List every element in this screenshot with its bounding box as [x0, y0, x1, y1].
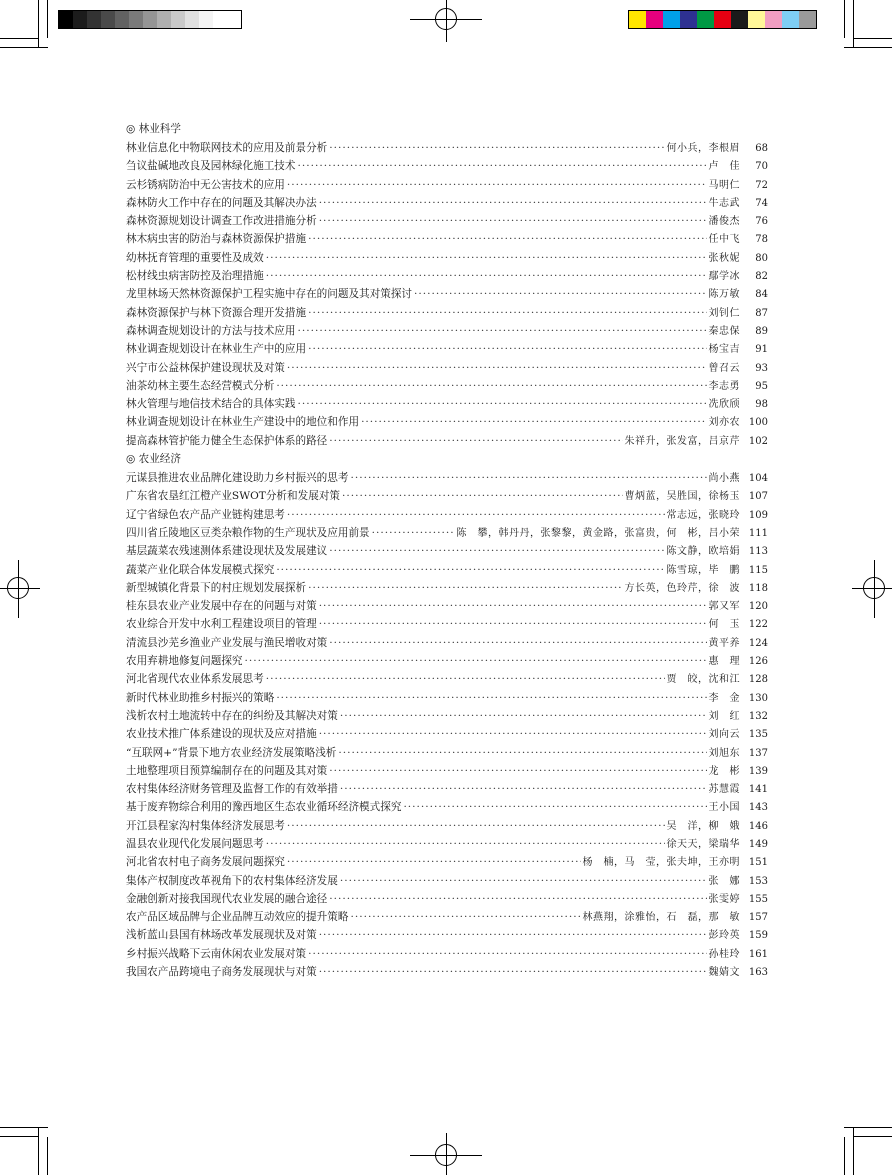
entry-page-number: 118	[748, 582, 768, 594]
leader-dots	[338, 744, 706, 762]
entry-page-number: 157	[748, 912, 768, 924]
entry-title: 森林防火工作中存在的问题及其解决办法	[126, 196, 317, 209]
entry-page-number: 149	[748, 838, 768, 850]
entry-title: 集体产权制度改革视角下的农村集体经济发展	[126, 874, 338, 887]
crop-mark	[0, 47, 48, 48]
entry-title: 农用弃耕地修复问题探究	[126, 655, 243, 668]
crop-mark	[0, 1127, 48, 1128]
entry-page-number: 95	[755, 380, 768, 392]
leader-dots	[266, 267, 707, 285]
entry-title: 新时代林业助推乡村振兴的策略	[126, 691, 275, 704]
leader-dots	[329, 890, 706, 908]
entry-title: 我国农产品跨境电子商务发展现状与对策	[126, 966, 317, 979]
entry-author: 王小国	[708, 802, 740, 814]
entry-page-number: 151	[748, 857, 768, 869]
entry-title: 兴宁市公益林保护建设现状及对策	[126, 361, 285, 374]
leader-dots	[276, 561, 664, 579]
entry-title: 农村集体经济财务管理及监督工作的有效举措	[126, 783, 338, 796]
toc-entry[interactable]	[126, 506, 768, 524]
entry-author: 杨 楠，马 莹，张夫坤，王亦明	[582, 857, 740, 869]
leader-dots	[319, 212, 707, 230]
entry-title: 蔬菜产业化联合体发展模式探究	[126, 563, 275, 576]
entry-title: 林业调查规划设计在林业生产建设中的地位和作用	[126, 416, 360, 429]
toc-entry[interactable]	[126, 798, 768, 816]
entry-page-number: 120	[748, 601, 768, 613]
leader-dots	[403, 798, 706, 816]
crop-mark	[38, 0, 39, 48]
entry-title: 开江县程家沟村集体经济发展思考	[126, 819, 285, 832]
entry-page-number: 98	[755, 399, 768, 411]
leader-dots	[372, 524, 455, 542]
entry-author: 张秋妮	[708, 252, 740, 264]
leader-dots	[266, 249, 707, 267]
entry-title: 提高森林管护能力健全生态保护体系的路径	[126, 434, 328, 447]
toc-entry[interactable]	[126, 615, 768, 633]
entry-title: 金融创新对接我国现代农业发展的融合途径	[126, 892, 328, 905]
crop-mark	[844, 1137, 845, 1175]
toc-entry[interactable]	[126, 340, 768, 358]
leader-dots	[329, 432, 622, 450]
entry-author: 陈 攀，韩丹丹，张黎黎，黄金路，张富贵，何 彬，吕小荣	[456, 527, 740, 539]
entry-author: 刘亦农	[708, 417, 740, 429]
toc-entry[interactable]	[126, 230, 768, 248]
entry-title: 林火管理与地信技术结合的具体实践	[126, 398, 296, 411]
entry-page-number: 161	[748, 948, 768, 960]
entry-author: 冼欣颀	[708, 399, 740, 411]
toc-entry[interactable]	[126, 725, 768, 743]
registration-line	[0, 588, 40, 589]
entry-title: 森林资源规划设计调查工作改进措施分析	[126, 215, 317, 228]
entry-author: 任中飞	[708, 234, 740, 246]
entry-author: 朱祥升，张发富，吕京芹	[624, 435, 740, 447]
toc-entry[interactable]	[126, 322, 768, 340]
leader-dots	[308, 340, 706, 358]
toc-entry[interactable]	[126, 524, 768, 542]
leader-dots	[340, 780, 707, 798]
crop-mark	[844, 1127, 892, 1128]
entry-title: 基层蔬菜农残速测体系建设现状及发展建议	[126, 545, 328, 558]
toc-entry[interactable]	[126, 890, 768, 908]
entry-page-number: 122	[748, 619, 768, 631]
entry-title: 浅析蓝山县国有林场改革发展现状及对策	[126, 929, 317, 942]
entry-title: 农业技术推广体系建设的现状及应对措施	[126, 728, 317, 741]
entry-author: 徐天天，梁瑞华	[666, 838, 740, 850]
leader-dots	[266, 835, 665, 853]
toc-entry[interactable]	[126, 670, 768, 688]
registration-line	[874, 560, 875, 618]
toc-entry[interactable]	[126, 780, 768, 798]
entry-page-number: 87	[755, 307, 768, 319]
entry-page-number: 155	[748, 893, 768, 905]
leader-dots	[287, 853, 581, 871]
entry-page-number: 111	[748, 527, 768, 539]
entry-author: 刘向云	[708, 729, 740, 741]
toc-entry[interactable]	[126, 835, 768, 853]
entry-author: 张雯婷	[708, 893, 740, 905]
toc-entry[interactable]	[126, 853, 768, 871]
leader-dots	[340, 872, 707, 890]
entry-page-number: 78	[755, 234, 768, 246]
entry-title: 农业综合开发中水利工程建设项目的管理	[126, 618, 317, 631]
toc-entry[interactable]	[126, 908, 768, 926]
toc-entry[interactable]	[126, 762, 768, 780]
toc-entry[interactable]	[126, 579, 768, 597]
toc-entry[interactable]	[126, 542, 768, 560]
entry-author: 曹炳蓝，吴胜国，徐杨玉	[624, 491, 740, 503]
entry-page-number: 70	[755, 161, 768, 173]
leader-dots	[319, 615, 707, 633]
entry-page-number: 104	[748, 473, 768, 485]
entry-title: 森林资源保护与林下资源合理开发措施	[126, 306, 307, 319]
toc-entry[interactable]	[126, 395, 768, 413]
crop-mark	[844, 0, 845, 38]
leader-dots	[308, 945, 706, 963]
entry-author: 龙 彬	[708, 765, 740, 777]
entry-title: 云杉锈病防治中无公害技术的应用	[126, 178, 285, 191]
entry-author: 刘旭东	[708, 747, 740, 759]
leader-dots	[298, 157, 707, 175]
entry-page-number: 102	[748, 435, 768, 447]
entry-author: 吴 洋，柳 娥	[666, 820, 740, 832]
entry-page-number: 109	[748, 509, 768, 521]
toc-entry[interactable]	[126, 212, 768, 230]
section-agricultural-economy	[126, 450, 768, 981]
toc-entry[interactable]	[126, 194, 768, 212]
entry-author: 鄢学冰	[708, 271, 740, 283]
leader-dots	[340, 707, 707, 725]
toc-entry[interactable]	[126, 157, 768, 175]
leader-dots	[298, 322, 707, 340]
entry-author: 陈雪琼，毕 鹏	[666, 564, 740, 576]
entry-author: 张 娜	[708, 875, 740, 887]
toc-entry[interactable]	[126, 963, 768, 981]
entry-author: 李志勇	[708, 380, 740, 392]
entry-author: 贾 皎，沈和江	[666, 674, 740, 686]
table-of-contents	[126, 120, 768, 981]
entry-title: 辽宁省绿色农产品产业链构建思考	[126, 508, 285, 521]
leader-dots	[329, 634, 706, 652]
color-calibration-bar	[628, 10, 817, 29]
toc-entry[interactable]	[126, 872, 768, 890]
crop-mark	[38, 1127, 39, 1175]
entry-page-number: 74	[755, 197, 768, 209]
entry-page-number: 130	[748, 692, 768, 704]
entry-page-number: 89	[755, 325, 768, 337]
crop-mark	[47, 1137, 48, 1175]
entry-author: 杨宝吉	[708, 344, 740, 356]
entry-page-number: 143	[748, 802, 768, 814]
toc-entry[interactable]	[126, 597, 768, 615]
entry-page-number: 113	[748, 546, 768, 558]
entry-title: 广东省农垦红江橙产业SWOT分析和发展对策	[126, 490, 340, 503]
leader-dots	[361, 413, 706, 431]
entry-title: 河北省农村电子商务发展问题探究	[126, 856, 285, 869]
entry-author: 曾召云	[708, 362, 740, 374]
leader-dots	[308, 304, 706, 322]
crop-mark	[853, 0, 854, 48]
leader-dots	[308, 579, 622, 597]
entry-title: 桂东县农业产业发展中存在的问题与对策	[126, 600, 317, 613]
leader-dots	[350, 908, 580, 926]
entry-author: 孙桂玲	[708, 948, 740, 960]
crop-mark	[854, 1136, 892, 1137]
toc-entry[interactable]	[126, 139, 768, 157]
crop-mark	[0, 1136, 38, 1137]
entry-title: 四川省丘陵地区豆类杂粮作物的生产现状及应用前景	[126, 526, 370, 539]
entry-page-number: 100	[748, 417, 768, 429]
leader-dots	[245, 652, 707, 670]
entry-author: 刘钊仁	[708, 307, 740, 319]
leader-dots	[287, 359, 707, 377]
toc-entry[interactable]	[126, 285, 768, 303]
entry-title: 元谋县推进农业品牌化建设助力乡村振兴的思考	[126, 472, 349, 485]
toc-entry[interactable]	[126, 377, 768, 395]
entry-page-number: 137	[748, 747, 768, 759]
entry-author: 马明仁	[708, 179, 740, 191]
entry-page-number: 159	[748, 930, 768, 942]
leader-dots	[319, 926, 707, 944]
entry-page-number: 68	[755, 143, 768, 154]
entry-author: 常志远，张晓玲	[666, 509, 740, 521]
leader-dots	[319, 194, 707, 212]
entry-author: 刘 红	[708, 710, 740, 722]
entry-author: 方长英，色玲芹，徐 波	[624, 582, 740, 594]
entry-page-number: 141	[748, 784, 768, 796]
entry-title: 土地整理项目预算编制存在的问题及其对策	[126, 764, 328, 777]
leader-dots	[266, 670, 665, 688]
entry-page-number: 107	[748, 491, 768, 503]
entry-author: 陈文静，欧培娟	[666, 546, 740, 558]
registration-line	[852, 588, 892, 589]
entry-author: 苏慧霞	[708, 784, 740, 796]
crop-mark	[47, 0, 48, 38]
entry-page-number: 80	[755, 252, 768, 264]
leader-dots	[414, 285, 706, 303]
registration-line	[446, 1133, 447, 1175]
entry-author: 黄平养	[708, 637, 740, 649]
entry-title: 林业调查规划设计在林业生产中的应用	[126, 343, 307, 356]
crop-mark	[0, 38, 38, 39]
toc-entry[interactable]	[126, 267, 768, 285]
entry-page-number: 126	[748, 656, 768, 668]
toc-entry[interactable]	[126, 249, 768, 267]
leader-dots	[329, 139, 664, 157]
leader-dots	[319, 597, 707, 615]
leader-dots	[287, 176, 707, 194]
entry-author: 潘俊杰	[708, 216, 740, 228]
toc-entry[interactable]	[126, 634, 768, 652]
toc-entry[interactable]	[126, 487, 768, 505]
entry-title: 农产品区域品牌与企业品牌互动效应的提升策略	[126, 911, 349, 924]
toc-entry[interactable]	[126, 744, 768, 762]
entry-title: 林木病虫害的防治与森林资源保护措施	[126, 233, 307, 246]
toc-entry[interactable]	[126, 945, 768, 963]
entry-page-number: 76	[755, 216, 768, 228]
toc-entry[interactable]	[126, 432, 768, 450]
entry-page-number: 135	[748, 729, 768, 741]
entry-author: 郭又军	[708, 601, 740, 613]
entry-page-number: 128	[748, 674, 768, 686]
entry-title: 森林调查规划设计的方法与技术应用	[126, 324, 296, 337]
leader-dots	[308, 230, 706, 248]
entry-page-number: 139	[748, 765, 768, 777]
entry-page-number: 84	[755, 289, 768, 301]
section-forestry-science	[126, 120, 768, 450]
leader-dots	[342, 487, 623, 505]
entry-author: 何小兵，李根眉	[666, 143, 740, 154]
leader-dots	[319, 725, 707, 743]
leader-dots	[298, 395, 707, 413]
toc-entry[interactable]	[126, 359, 768, 377]
section-heading: ◎ 农业经济	[126, 453, 181, 466]
entry-title: “互联网+”背景下地方农业经济发展策略浅析	[126, 746, 337, 759]
entry-author: 何 玉	[708, 619, 740, 631]
toc-entry[interactable]	[126, 413, 768, 431]
entry-title: 基于废弃物综合利用的豫西地区生态农业循环经济模式探究	[126, 801, 402, 814]
entry-author: 惠 理	[708, 656, 740, 668]
toc-entry[interactable]	[126, 652, 768, 670]
entry-page-number: 93	[755, 362, 768, 374]
leader-dots	[319, 963, 707, 981]
entry-title: 龙里林场天然林资源保护工程实施中存在的问题及其对策探讨	[126, 288, 413, 301]
toc-entry[interactable]	[126, 817, 768, 835]
registration-line	[446, 0, 447, 42]
entry-author: 卢 佳	[708, 161, 740, 173]
entry-title: 新型城镇化背景下的村庄规划发展探析	[126, 581, 307, 594]
toc-entry[interactable]	[126, 689, 768, 707]
entry-author: 魏婧文	[708, 967, 740, 979]
registration-line	[18, 560, 19, 618]
entry-author: 牛志武	[708, 197, 740, 209]
entry-title: 幼林抚育管理的重要性及成效	[126, 251, 264, 264]
entry-author: 尚小燕	[708, 473, 740, 485]
leader-dots	[276, 377, 706, 395]
crop-mark	[853, 1127, 854, 1175]
entry-page-number: 146	[748, 820, 768, 832]
leader-dots	[287, 506, 665, 524]
leader-dots	[276, 689, 706, 707]
entry-title: 浅析农村土地流转中存在的纠纷及其解决对策	[126, 709, 338, 722]
entry-page-number: 91	[755, 344, 768, 356]
leader-dots	[350, 469, 706, 487]
entry-page-number: 153	[748, 875, 768, 887]
toc-entry[interactable]	[126, 469, 768, 487]
entry-author: 李 金	[708, 692, 740, 704]
entry-page-number: 72	[755, 179, 768, 191]
toc-entry[interactable]	[126, 304, 768, 322]
entry-page-number: 132	[748, 710, 768, 722]
entry-title: 油茶幼林主要生态经营模式分析	[126, 379, 275, 392]
entry-author: 彭玲英	[708, 930, 740, 942]
entry-title: 刍议盐碱地改良及园林绿化施工技术	[126, 160, 296, 173]
toc-entry[interactable]	[126, 176, 768, 194]
entry-title: 松材线虫病害防控及治理措施	[126, 270, 264, 283]
crop-mark	[854, 38, 892, 39]
entry-title: 林业信息化中物联网技术的应用及前景分析	[126, 142, 328, 154]
toc-entry[interactable]	[126, 926, 768, 944]
entry-title: 乡村振兴战略下云南休闲农业发展对策	[126, 947, 307, 960]
entry-page-number: 82	[755, 271, 768, 283]
entry-title: 温县农业现代化发展问题思考	[126, 837, 264, 850]
grayscale-calibration-bar	[58, 10, 242, 29]
leader-dots	[329, 542, 664, 560]
entry-page-number: 163	[748, 967, 768, 979]
section-entries	[126, 469, 768, 981]
leader-dots	[329, 762, 706, 780]
section-heading: ◎ 林业科学	[126, 123, 181, 135]
toc-entry[interactable]	[126, 561, 768, 579]
crop-mark	[844, 47, 892, 48]
entry-author: 林燕翔，涂雅怡，石 磊，那 敏	[582, 912, 740, 924]
entry-page-number: 115	[748, 564, 768, 576]
toc-entry[interactable]	[126, 707, 768, 725]
entry-page-number: 124	[748, 637, 768, 649]
entry-title: 清流县沙芜乡渔业产业发展与渔民增收对策	[126, 636, 328, 649]
section-entries	[126, 139, 768, 450]
entry-author: 秦忠保	[708, 325, 740, 337]
entry-author: 陈万敏	[708, 289, 740, 301]
entry-title: 河北省现代农业体系发展思考	[126, 673, 264, 686]
leader-dots	[287, 817, 665, 835]
